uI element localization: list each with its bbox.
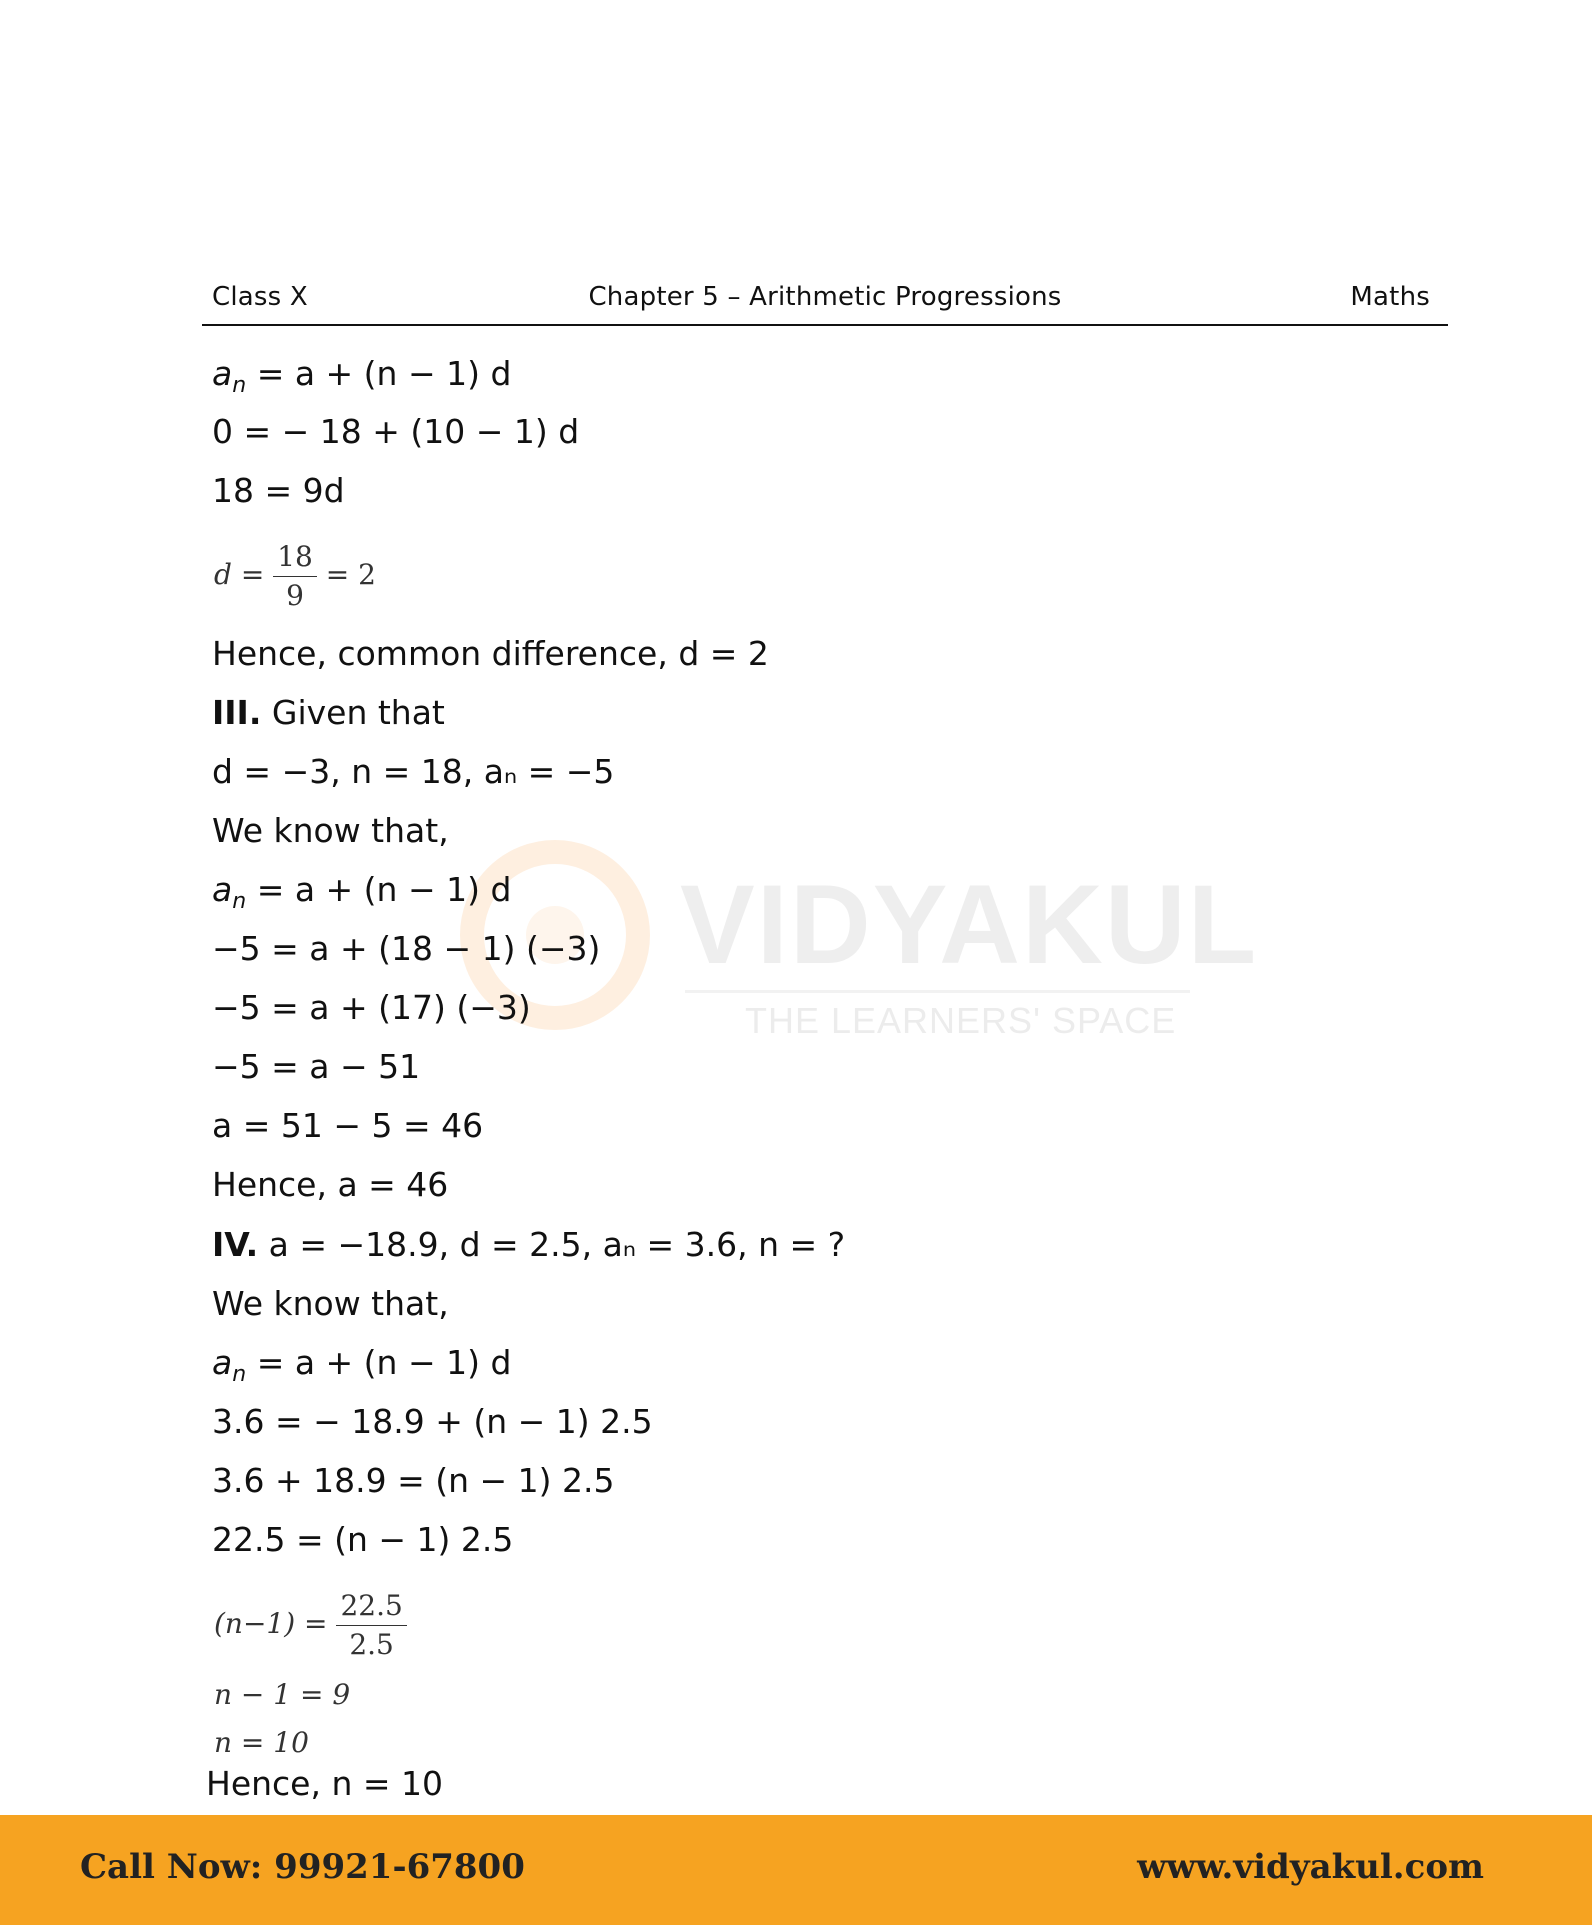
section-heading: IV. a = −18.9, d = 2.5, aₙ = 3.6, n = ? bbox=[212, 1225, 846, 1264]
equation-line: n − 1 = 9 bbox=[214, 1678, 351, 1711]
equation-line: −5 = a + (18 − 1) (−3) bbox=[212, 929, 601, 968]
header-class: Class X bbox=[212, 282, 308, 312]
watermark-title: VIDYAKUL bbox=[680, 862, 1259, 987]
formula-line: $a_n = a + (n - 1)$ d bbox=[212, 870, 512, 914]
conclusion-line: Hence, common difference, d = 2 bbox=[212, 634, 769, 673]
footer-bar bbox=[0, 1815, 1592, 1925]
text-line: We know that, bbox=[212, 811, 449, 850]
equation-line: 18 = 9d bbox=[212, 471, 345, 510]
website-link[interactable]: www.vidyakul.com bbox=[1137, 1847, 1484, 1887]
equation-line: −5 = a − 51 bbox=[212, 1047, 421, 1086]
section-heading: III. Given that bbox=[212, 693, 445, 732]
call-now-text: Call Now: 99921-67800 bbox=[80, 1847, 525, 1887]
conclusion-line: Hence, n = 10 bbox=[206, 1764, 443, 1803]
given-line: d = −3, n = 18, aₙ = −5 bbox=[212, 752, 615, 791]
header-subject: Maths bbox=[1350, 282, 1430, 312]
watermark-divider bbox=[685, 990, 1190, 993]
equation-line: 22.5 = (n − 1) 2.5 bbox=[212, 1520, 514, 1559]
page-header bbox=[202, 280, 1448, 326]
formula-line: $a_n = a + (n - 1)$ d bbox=[212, 354, 512, 398]
watermark-subtitle: THE LEARNERS' SPACE bbox=[745, 1000, 1177, 1041]
formula-line: $a_n = a + (n - 1)$ d bbox=[212, 1343, 512, 1387]
equation-line: −5 = a + (17) (−3) bbox=[212, 988, 531, 1027]
equation-line: 0 = − 18 + (10 − 1) d bbox=[212, 412, 580, 451]
fraction-formula: (n−1) = $\frac{22.5}{2.5}$ bbox=[214, 1587, 407, 1664]
header-chapter: Chapter 5 – Arithmetic Progressions bbox=[588, 282, 1062, 312]
fraction-formula: d = $\frac{18}{9}$ = 2 bbox=[214, 540, 376, 612]
equation-line: 3.6 + 18.9 = (n − 1) 2.5 bbox=[212, 1461, 615, 1500]
text-line: We know that, bbox=[212, 1284, 449, 1323]
equation-line: n = 10 bbox=[214, 1726, 309, 1759]
equation-line: 3.6 = − 18.9 + (n − 1) 2.5 bbox=[212, 1402, 653, 1441]
equation-line: a = 51 − 5 = 46 bbox=[212, 1106, 484, 1145]
conclusion-line: Hence, a = 46 bbox=[212, 1165, 449, 1204]
